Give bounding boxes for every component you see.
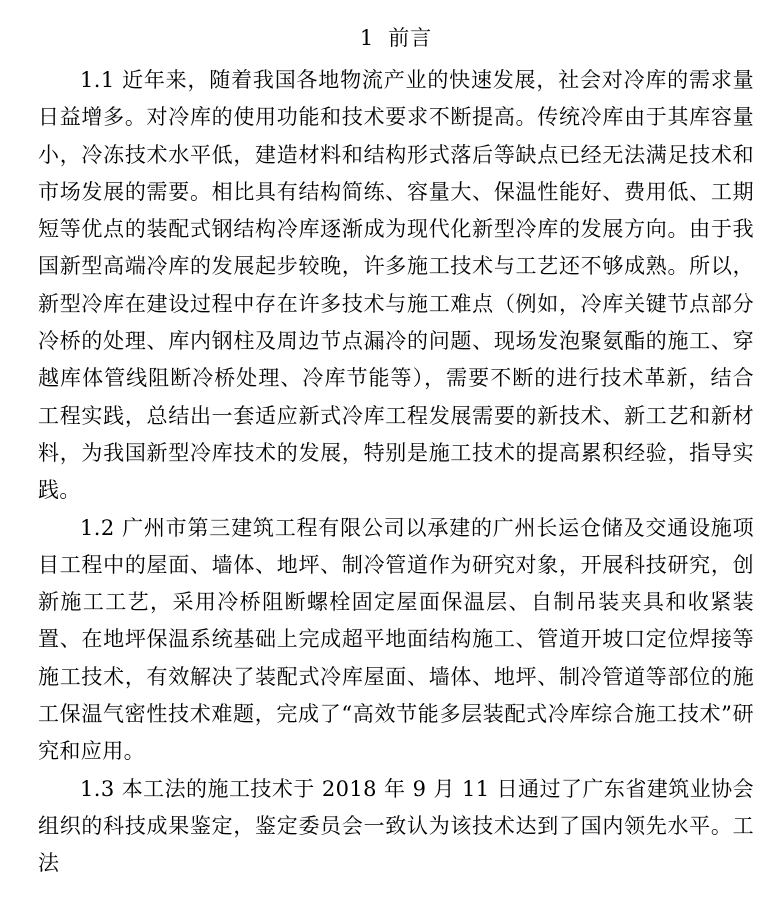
paragraph-1-3: 1.3 本工法的施工技术于 2018 年 9 月 11 日通过了广东省建筑业协会组织的科技成果鉴定，鉴定委员会一致认为该技术达到了国内领先水平。工法 bbox=[38, 776, 754, 876]
section-heading bbox=[38, 22, 754, 62]
document-page bbox=[38, 22, 754, 883]
section-title: 前言 bbox=[388, 26, 433, 50]
paragraph-1-2: 1.2 广州市第三建筑工程有限公司以承建的广州长运仓储及交通设施项目工程中的屋面、墙体、地坪、制冷管道作为研究对象，开展科技研究，创新施工工艺，采用冷桥阻断螺栓固定屋面保温层、自制吊装夹具和收紧装置、在地坪保温系统基础上完成超平地面结构施工、管道开坡口定位焊接等施工技术，有效解决了装配式冷库屋面、墙体、地坪、制冷管道等部位的施工保温气密性技术难题，完成了“高效节能多层装配式冷库综合施工技术”研究和应用。 bbox=[38, 515, 754, 764]
section-number: 1 bbox=[359, 26, 375, 50]
paragraph-1-1: 1.1 近年来，随着我国各地物流产业的快速发展，社会对冷库的需求量日益增多。对冷库的使用功能和技术要求不断提高。传统冷库由于其库容量小，冷冻技术水平低，建造材料和结构形式落后等缺点已经无法满足技术和市场发展的需要。相比具有结构简练、容量大、保温性能好、费用低、工期短等优点的装配式钢结构冷库逐渐成为现代化新型冷库的发展方向。由于我国新型高端冷库的发展起步较晚，许多施工技术与工艺还不够成熟。所以，新型冷库在建设过程中存在许多技术与施工难点（例如，冷库关键节点部分冷桥的处理、库内钢柱及周边节点漏冷的问题、现场发泡聚氨酯的施工、穿越库体管线阻断冷桥处理、冷库节能等），需要不断的进行技术革新，结合工程实践，总结出一套适应新式冷库工程发展需要的新技术、新工艺和新材料，为我国新型冷库技术的发展，特别是施工技术的提高累积经验，指导实践。 bbox=[38, 68, 754, 503]
